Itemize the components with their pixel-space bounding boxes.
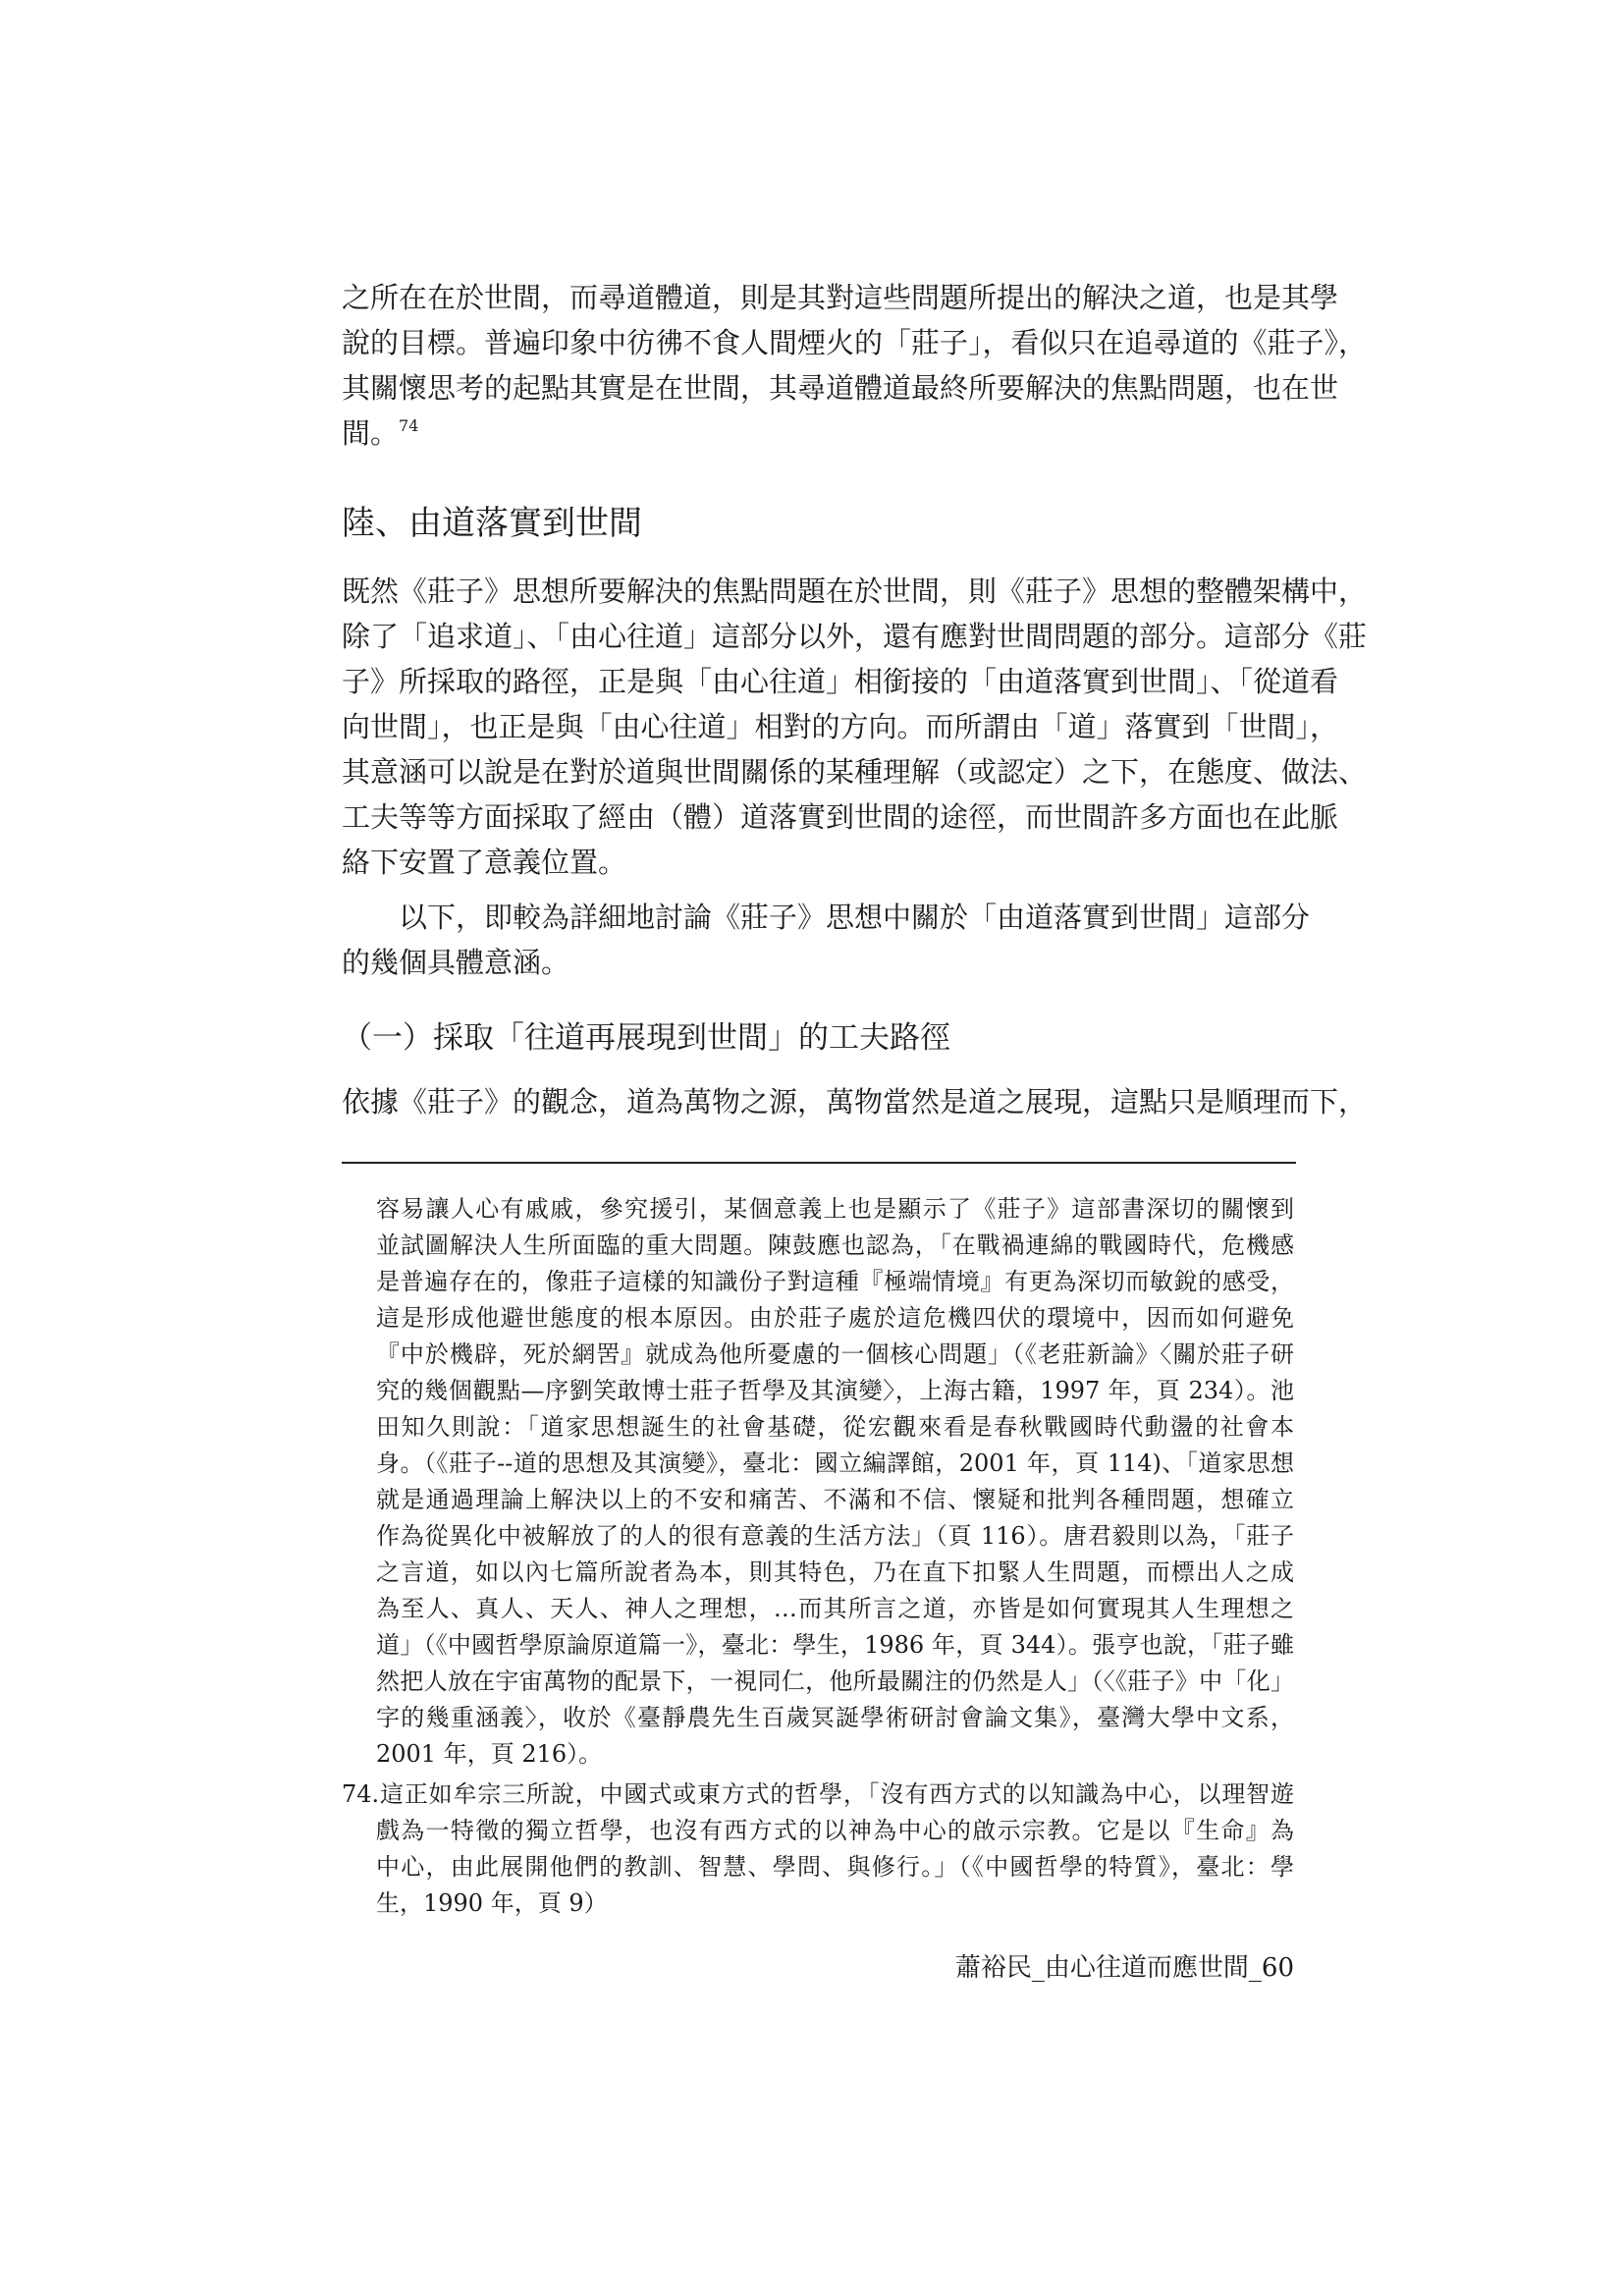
- text-line: 絡下安置了意義位置。: [342, 846, 627, 879]
- page-footer: 蕭裕民_由心往道而應世間_60: [954, 1953, 1294, 1983]
- text-line: 除了「追求道」、「由心往道」這部分以外，還有應對世間問題的部分。這部分《莊: [342, 620, 1368, 653]
- footnote-reference[interactable]: 74: [399, 416, 419, 435]
- footnote-line: 之言道，如以內七篇所說者為本，則其特色，乃在直下扣緊人生問題，而標出人之成: [376, 1558, 1294, 1586]
- text-line: 說的目標。普遍印象中彷彿不食人間煙火的「莊子」，看似只在追尋道的《莊子》，: [342, 326, 1368, 359]
- footnote-line: 容易讓人心有戚戚，參究援引，某個意義上也是顯示了《莊子》這部書深切的關懷到: [376, 1195, 1294, 1223]
- text-line: 其關懷思考的起點其實是在世間，其尋道體道最終所要解決的焦點問題，也在世: [342, 371, 1339, 405]
- footnote-line: 中心，由此展開他們的教訓、智慧、學問、與修行。」（《中國哲學的特質》，臺北：學: [376, 1853, 1294, 1881]
- footnote-line: 字的幾重涵義〉，收於《臺靜農先生百歲冥誕學術研討會論文集》，臺灣大學中文系，: [376, 1704, 1294, 1731]
- footnote-line: 就是通過理論上解決以上的不安和痛苦、不滿和不信、懷疑和批判各種問題，想確立: [376, 1486, 1294, 1513]
- text-line: 的幾個具體意涵。: [342, 946, 570, 979]
- footnote-separator: [342, 1162, 1296, 1164]
- section-heading: 陸、由道落實到世間: [342, 504, 642, 543]
- footnote-line: 作為從異化中被解放了的人的很有意義的生活方法」（頁 116）。唐君毅則以為，「莊子: [376, 1522, 1294, 1550]
- footnote-line: 戲為一特徵的獨立哲學，也沒有西方式的以神為中心的啟示宗教。它是以『生命』為: [376, 1817, 1294, 1844]
- text-line: 其意涵可以說是在對於道與世間關係的某種理解（或認定）之下，在態度、做法、: [342, 755, 1368, 789]
- text-line: 工夫等等方面採取了經由（體）道落實到世間的途徑，而世間許多方面也在此脈: [342, 800, 1339, 834]
- footnote-line: 74.這正如牟宗三所說，中國式或東方式的哲學，「沒有西方式的以知識為中心，以理智遊: [342, 1780, 1294, 1808]
- footnote-line: 道」（《中國哲學原論原道篇一》，臺北：學生，1986 年，頁 344）。張亨也說，「莊子雖: [376, 1631, 1294, 1659]
- text-line: 向世間」，也正是與「由心往道」相對的方向。而所謂由「道」落實到「世間」，: [342, 710, 1339, 743]
- footnote-line: 2001 年，頁 216）。: [376, 1740, 603, 1768]
- footnote-line: 並試圖解決人生所面臨的重大問題。陳鼓應也認為，「在戰禍連綿的戰國時代，危機感: [376, 1231, 1294, 1259]
- footnote-line: 生，1990 年，頁 9）: [376, 1889, 608, 1917]
- text-line: 既然《莊子》思想所要解決的焦點問題在於世間，則《莊子》思想的整體架構中，: [342, 574, 1368, 608]
- footnote-line: 身。（《莊子--道的思想及其演變》，臺北：國立編譯館，2001 年，頁 114)、「道家思想: [376, 1449, 1294, 1477]
- footnote-line: 這是形成他避世態度的根本原因。由於莊子處於這危機四伏的環境中，因而如何避免: [376, 1304, 1294, 1332]
- text-line: 以下，即較為詳細地討論《莊子》思想中關於「由道落實到世間」這部分: [399, 901, 1311, 934]
- text-line: 依據《莊子》的觀念，道為萬物之源，萬物當然是道之展現，這點只是順理而下，: [342, 1085, 1368, 1119]
- text-line: 之所在在於世間，而尋道體道，則是其對這些問題所提出的解決之道，也是其學: [342, 281, 1339, 314]
- footnote-line: 田知久則說：「道家思想誕生的社會基礎，從宏觀來看是春秋戰國時代動盪的社會本: [376, 1413, 1294, 1441]
- text-line: 子》所採取的路徑，正是與「由心往道」相銜接的「由道落實到世間」、「從道看: [342, 665, 1339, 698]
- subsection-heading: （一）採取「往道再展現到世間」的工夫路徑: [342, 1020, 950, 1056]
- footnote-line: 然把人放在宇宙萬物的配景下，一視同仁，他所最關注的仍然是人」（〈《莊子》中「化」: [376, 1667, 1294, 1695]
- text-line: [342, 411, 1294, 455]
- text-line-content: 間。: [342, 416, 400, 450]
- footnote-line: 究的幾個觀點—序劉笑敢博士莊子哲學及其演變〉，上海古籍，1997 年，頁 234）。池: [376, 1377, 1294, 1404]
- footnote-line: 『中於機辟，死於網罟』就成為他所憂慮的一個核心問題」（《老莊新論》〈關於莊子研: [376, 1340, 1294, 1368]
- footnote-line: 是普遍存在的，像莊子這樣的知識份子對這種『極端情境』有更為深切而敏銳的感受，: [376, 1268, 1294, 1295]
- footnote-line: 為至人、真人、天人、神人之理想，…而其所言之道，亦皆是如何實現其人生理想之: [376, 1595, 1294, 1622]
